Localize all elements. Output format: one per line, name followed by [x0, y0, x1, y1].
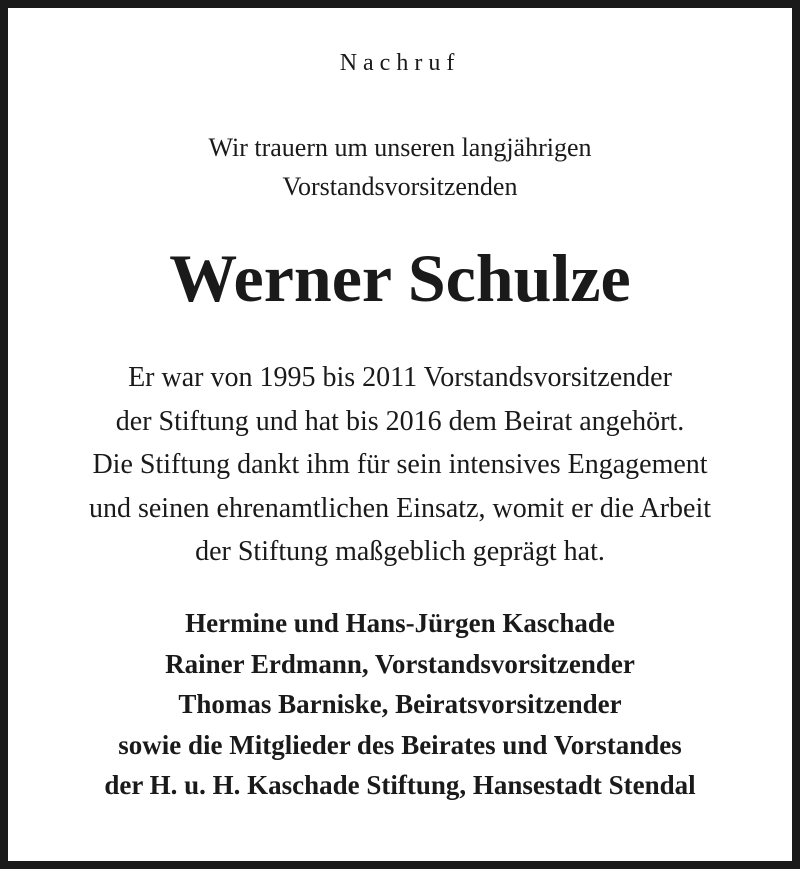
- notice-heading: Nachruf: [339, 50, 461, 76]
- signatory-line: Hermine und Hans-Jürgen Kaschade: [185, 608, 615, 638]
- tribute-line: der Stiftung und hat bis 2016 dem Beirat angehört.: [115, 405, 685, 437]
- tribute-line: der Stiftung maßgeblich geprägt hat.: [195, 536, 605, 567]
- signatory-line: Thomas Barniske, Beiratsvorsitzender: [178, 689, 622, 719]
- intro-line: Vorstandsvorsitzenden: [282, 172, 518, 201]
- tribute-line: und seinen ehrenamtlichen Einsatz, womit er die Arbeit: [88, 492, 712, 524]
- signatory-line: Rainer Erdmann, Vorstandsvorsitzender: [165, 648, 635, 679]
- intro-text: [8, 128, 792, 206]
- signatory-line: sowie die Mitglieder des Beirates und Vorstandes: [118, 729, 682, 760]
- signatory-line: der H. u. H. Kaschade Stiftung, Hansestadt Stendal: [104, 770, 696, 800]
- tribute-text: [8, 356, 792, 574]
- signatories: [8, 603, 792, 806]
- intro-line: Wir trauern um unseren langjährigen: [208, 133, 592, 162]
- tribute-line: Die Stiftung dankt ihm für sein intensives Engagement: [92, 449, 708, 480]
- tribute-line: Er war von 1995 bis 2011 Vorstandsvorsitzender: [128, 362, 672, 393]
- deceased-name: Werner Schulze: [169, 240, 631, 316]
